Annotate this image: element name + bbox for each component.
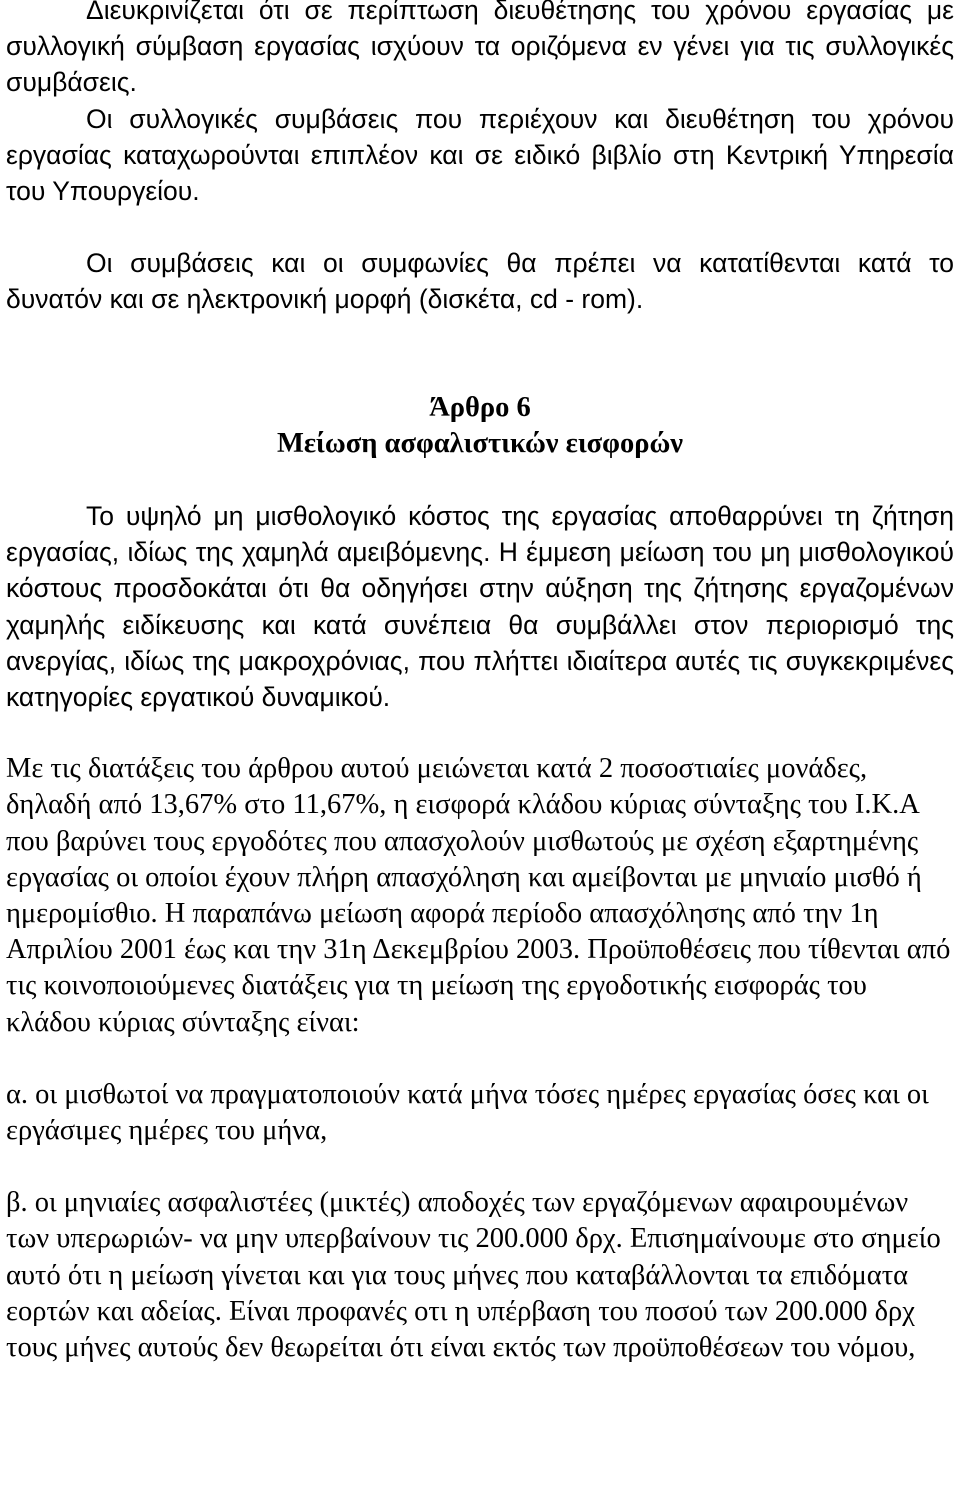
spacer <box>6 462 954 498</box>
cost-paragraph: Το υψηλό μη μισθολογικό κόστος της εργασίας αποθαρρύνει τη ζήτηση εργασίας, ιδίως της χαμηλά αμειβόμενης. Η έμμεση μείωση του μη μισθολογικού κόστους προσδοκάται ότι θα οδηγήσει στην αύξηση της ζήτησης εργαζομένων χαμηλής ειδίκευσης και κατά συνέπεια θα συμβάλλει στον περιορισμό της ανεργίας, ιδίως της μακροχρόνιας, που πλήττει ιδιαίτερα αυτές τις συγκεκριμένες κατηγορίες εργατικού δυναμικού. <box>6 501 954 713</box>
spacer <box>6 715 954 751</box>
document-page <box>6 0 954 1366</box>
article-title-heading: Μείωση ασφαλιστικών εισφορών <box>276 427 684 459</box>
spacer <box>6 1041 954 1077</box>
intro-paragraph: Διευκρινίζεται ότι σε περίπτωση διευθέτησης του χρόνου εργασίας με συλλογική σύμβαση εργασίας ισχύουν τα οριζόμενα εν γένει για τις συλλογικές συμβάσεις. <box>6 0 954 98</box>
spacer <box>6 318 954 390</box>
spacer <box>6 1149 954 1185</box>
article-number-heading: Άρθρο 6 <box>429 391 531 423</box>
electronic-filing-paragraph: Οι συμβάσεις και οι συμφωνίες θα πρέπει να κατατίθενται κατά το δυνατόν και σε ηλεκτρονική μορφή (δισκέτα, cd - rom). <box>6 248 954 315</box>
spacer <box>6 209 954 245</box>
registry-paragraph: Οι συλλογικές συμβάσεις που περιέχουν και διευθέτηση του χρόνου εργασίας καταχωρούνται επιπλέον και σε ειδικό βιβλίο στη Κεντρική Υπηρεσία του Υπουργείου. <box>6 103 954 207</box>
condition-a-paragraph: α. οι μισθωτοί να πραγματοποιούν κατά μήνα τόσες ημέρες εργασίας όσες και οι εργάσιμες ημέρες του μήνα, <box>6 1078 929 1147</box>
condition-b-paragraph: β. οι μηνιαίες ασφαλιστέες (μικτές) αποδοχές των εργαζόμενων αφαιρουμένων των υπερωριών- να μην υπερβαίνουν τις 200.000 δρχ. Επισημαίνουμε στο σημείο αυτό ότι η μείωση γίνεται και για τους μήνες που καταβάλλονται τα επιδόματα εορτών και αδείας. Είναι προφανές οτι η υπέρβαση του ποσού των 200.000 δρχ τους μήνες αυτούς δεν θεωρείται ότι είναι εκτός των προϋποθέσεων του νόμου, <box>6 1187 941 1364</box>
reduction-paragraph: Με τις διατάξεις του άρθρου αυτού μειώνεται κατά 2 ποσοστιαίες μονάδες, δηλαδή από 13,67% στο 11,67%, η εισφορά κλάδου κύριας σύνταξης του Ι.Κ.Α που βαρύνει τους εργοδότες που απασχολούν μισθωτούς με σχέση εξαρτημένης εργασίας οι οποίοι έχουν πλήρη απασχόληση και αμείβονται με μηνιαίο μισθό ή ημερομίσθιο. Η παραπάνω μείωση αφορά περίοδο απασχόλησης από την 1η Απριλίου 2001 έως και την 31η Δεκεμβρίου 2003. Προϋποθέσεις που τίθενται από τις κοινοποιούμενες διατάξεις για τη μείωση της εργοδοτικής εισφοράς του κλάδου κύριας σύνταξης είναι: <box>6 753 951 1038</box>
